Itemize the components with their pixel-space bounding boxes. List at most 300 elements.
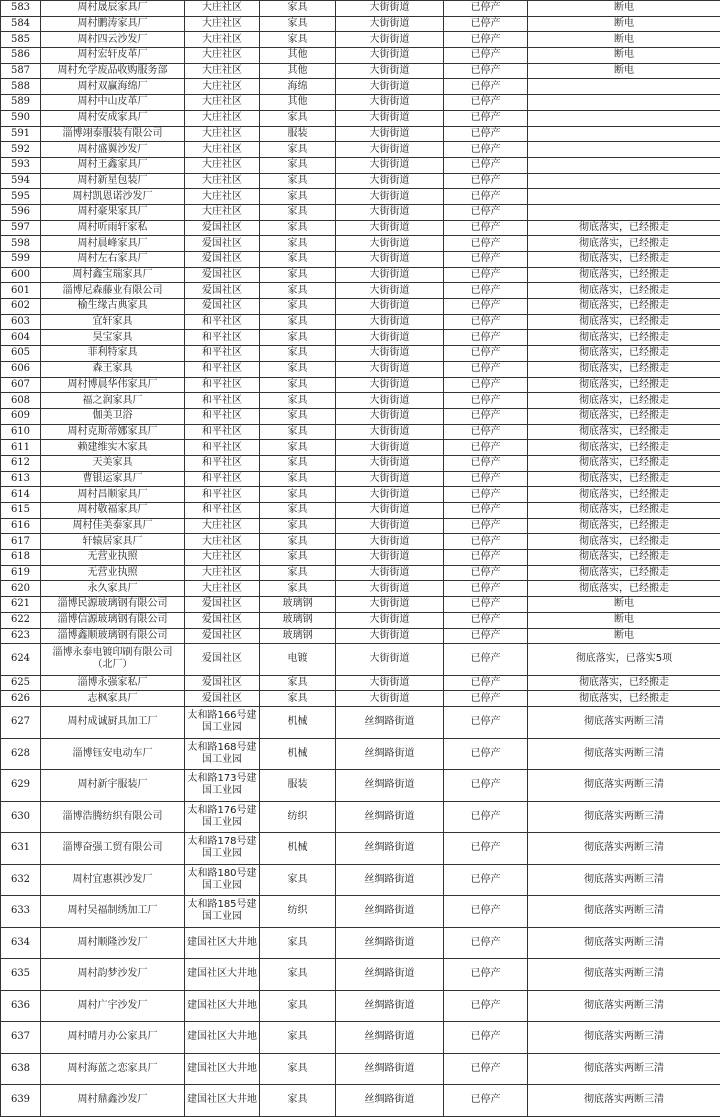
note-cell: 彻底落实，已经搬走 (528, 455, 720, 471)
status-cell: 已停产 (444, 361, 528, 377)
table-row (1, 1022, 720, 1054)
note-cell: 彻底落实两断三清 (528, 1053, 720, 1085)
street-cell: 丝绸路街道 (336, 990, 444, 1022)
row-number-cell: 601 (1, 283, 41, 299)
status-cell: 已停产 (444, 927, 528, 959)
row-number-cell: 584 (1, 16, 41, 32)
industry-cell: 家具 (260, 330, 336, 346)
community-cell: 太和路180号建国工业园 (185, 864, 260, 896)
street-cell: 大街街道 (336, 189, 444, 205)
table-row (1, 95, 720, 111)
community-cell: 大庄社区 (185, 142, 260, 158)
status-cell: 已停产 (444, 408, 528, 424)
industry-cell: 家具 (260, 142, 336, 158)
community-cell: 大庄社区 (185, 189, 260, 205)
table-row (1, 691, 720, 707)
company-name-cell: 周村新宇服装厂 (41, 770, 185, 802)
note-cell: 彻底落实两断三清 (528, 990, 720, 1022)
table-row (1, 142, 720, 158)
company-name-cell: 天美家具 (41, 455, 185, 471)
community-cell: 爱国社区 (185, 597, 260, 613)
note-cell: 彻底落实两断三清 (528, 1085, 720, 1117)
company-name-cell: 榆生缘古典家具 (41, 299, 185, 315)
table-row (1, 377, 720, 393)
company-name-cell: 周村盛翼沙发厂 (41, 142, 185, 158)
company-name-cell: 淄博鑫顺玻璃钢有限公司 (41, 628, 185, 644)
company-name-cell: 淄博翊泰服装有限公司 (41, 126, 185, 142)
community-cell: 大庄社区 (185, 79, 260, 95)
company-name-cell: 周村双赢海绵厂 (41, 79, 185, 95)
industry-cell: 纺织 (260, 896, 336, 928)
table-row (1, 236, 720, 252)
industry-cell: 家具 (260, 267, 336, 283)
street-cell: 大街街道 (336, 361, 444, 377)
company-name-cell: 周村晨峰家具厂 (41, 236, 185, 252)
row-number-cell: 615 (1, 503, 41, 519)
street-cell: 大街街道 (336, 503, 444, 519)
table-row (1, 393, 720, 409)
street-cell: 丝绸路街道 (336, 801, 444, 833)
community-cell: 大庄社区 (185, 126, 260, 142)
industry-cell: 家具 (260, 408, 336, 424)
status-cell: 已停产 (444, 959, 528, 991)
company-name-cell: 周村王鑫家具厂 (41, 157, 185, 173)
note-cell (528, 157, 720, 173)
note-cell: 断电 (528, 63, 720, 79)
note-cell: 彻底落实，已经搬走 (528, 361, 720, 377)
company-name-cell: 无营业执照 (41, 550, 185, 566)
street-cell: 大街街道 (336, 487, 444, 503)
note-cell: 彻底落实，已落实5项 (528, 644, 720, 676)
industry-cell: 家具 (260, 252, 336, 268)
company-name-cell: 周村吴福制绣加工厂 (41, 896, 185, 928)
company-name-cell: 永久家具厂 (41, 581, 185, 597)
community-cell: 太和路178号建国工业园 (185, 833, 260, 865)
row-number-cell: 631 (1, 833, 41, 865)
company-name-cell: 周村广宇沙发厂 (41, 990, 185, 1022)
note-cell: 彻底落实，已经搬走 (528, 408, 720, 424)
row-number-cell: 593 (1, 157, 41, 173)
community-cell: 和平社区 (185, 361, 260, 377)
community-cell: 和平社区 (185, 314, 260, 330)
status-cell: 已停产 (444, 597, 528, 613)
community-cell: 和平社区 (185, 471, 260, 487)
community-cell: 大庄社区 (185, 157, 260, 173)
industry-cell: 家具 (260, 864, 336, 896)
table-row (1, 770, 720, 802)
row-number-cell: 609 (1, 408, 41, 424)
company-name-cell: 菲利特家具 (41, 346, 185, 362)
note-cell: 彻底落实，已经搬走 (528, 675, 720, 691)
company-name-cell: 淄博信源玻璃钢有限公司 (41, 612, 185, 628)
community-cell: 大庄社区 (185, 1, 260, 17)
community-cell: 大庄社区 (185, 95, 260, 111)
table-row (1, 896, 720, 928)
table-row (1, 534, 720, 550)
community-cell: 爱国社区 (185, 628, 260, 644)
industry-cell: 家具 (260, 927, 336, 959)
industry-cell: 海绵 (260, 79, 336, 95)
row-number-cell: 633 (1, 896, 41, 928)
community-cell: 爱国社区 (185, 283, 260, 299)
status-cell: 已停产 (444, 707, 528, 739)
row-number-cell: 630 (1, 801, 41, 833)
table-row (1, 267, 720, 283)
community-cell: 爱国社区 (185, 236, 260, 252)
row-number-cell: 597 (1, 220, 41, 236)
status-cell: 已停产 (444, 314, 528, 330)
row-number-cell: 636 (1, 990, 41, 1022)
community-cell: 和平社区 (185, 346, 260, 362)
table-row (1, 738, 720, 770)
community-cell: 爱国社区 (185, 675, 260, 691)
row-number-cell: 613 (1, 471, 41, 487)
street-cell: 大街街道 (336, 330, 444, 346)
status-cell: 已停产 (444, 346, 528, 362)
status-cell: 已停产 (444, 63, 528, 79)
street-cell: 丝绸路街道 (336, 959, 444, 991)
industry-cell: 家具 (260, 236, 336, 252)
street-cell: 大街街道 (336, 691, 444, 707)
row-number-cell: 621 (1, 597, 41, 613)
table-row (1, 330, 720, 346)
status-cell: 已停产 (444, 990, 528, 1022)
row-number-cell: 590 (1, 110, 41, 126)
street-cell: 大街街道 (336, 32, 444, 48)
company-name-cell: 淄博奋强工贸有限公司 (41, 833, 185, 865)
note-cell (528, 110, 720, 126)
street-cell: 大街街道 (336, 518, 444, 534)
status-cell: 已停产 (444, 471, 528, 487)
row-number-cell: 592 (1, 142, 41, 158)
table-row (1, 408, 720, 424)
industry-cell: 家具 (260, 550, 336, 566)
table-row (1, 518, 720, 534)
company-name-cell: 周村敬福家具厂 (41, 503, 185, 519)
industry-cell: 电镀 (260, 644, 336, 676)
community-cell: 大庄社区 (185, 110, 260, 126)
table-row (1, 565, 720, 581)
community-cell: 大庄社区 (185, 204, 260, 220)
industry-cell: 家具 (260, 990, 336, 1022)
note-cell (528, 95, 720, 111)
table-row (1, 79, 720, 95)
table-row (1, 628, 720, 644)
note-cell: 彻底落实，已经搬走 (528, 220, 720, 236)
table-row (1, 63, 720, 79)
street-cell: 丝绸路街道 (336, 707, 444, 739)
table-row (1, 440, 720, 456)
company-name-cell: 伽美卫浴 (41, 408, 185, 424)
row-number-cell: 638 (1, 1053, 41, 1085)
note-cell: 彻底落实，已经搬走 (528, 393, 720, 409)
row-number-cell: 614 (1, 487, 41, 503)
note-cell: 彻底落实，已经搬走 (528, 518, 720, 534)
street-cell: 大街街道 (336, 48, 444, 64)
industry-cell: 家具 (260, 110, 336, 126)
street-cell: 大街街道 (336, 393, 444, 409)
street-cell: 丝绸路街道 (336, 833, 444, 865)
community-cell: 大庄社区 (185, 534, 260, 550)
table-row (1, 471, 720, 487)
table-row (1, 864, 720, 896)
street-cell: 大街街道 (336, 424, 444, 440)
table-row (1, 707, 720, 739)
street-cell: 大街街道 (336, 628, 444, 644)
community-cell: 太和路168号建国工业园 (185, 738, 260, 770)
table-row (1, 189, 720, 205)
status-cell: 已停产 (444, 833, 528, 865)
note-cell: 彻底落实，已经搬走 (528, 330, 720, 346)
industry-cell: 玻璃钢 (260, 628, 336, 644)
table-row (1, 126, 720, 142)
company-name-cell: 淄博永强家私厂 (41, 675, 185, 691)
row-number-cell: 611 (1, 440, 41, 456)
community-cell: 大庄社区 (185, 16, 260, 32)
row-number-cell: 620 (1, 581, 41, 597)
industry-cell: 服装 (260, 770, 336, 802)
status-cell: 已停产 (444, 644, 528, 676)
row-number-cell: 632 (1, 864, 41, 896)
note-cell: 彻底落实，已经搬走 (528, 503, 720, 519)
status-cell: 已停产 (444, 534, 528, 550)
table-row (1, 487, 720, 503)
status-cell: 已停产 (444, 1022, 528, 1054)
row-number-cell: 619 (1, 565, 41, 581)
street-cell: 大街街道 (336, 581, 444, 597)
company-name-cell: 周村鹏涛家具厂 (41, 16, 185, 32)
note-cell (528, 142, 720, 158)
industry-cell: 机械 (260, 738, 336, 770)
community-cell: 爱国社区 (185, 612, 260, 628)
industry-cell: 家具 (260, 503, 336, 519)
note-cell (528, 79, 720, 95)
company-name-cell: 周村昌顺家具厂 (41, 487, 185, 503)
street-cell: 丝绸路街道 (336, 864, 444, 896)
company-name-cell: 周村宏轩皮革厂 (41, 48, 185, 64)
community-cell: 和平社区 (185, 330, 260, 346)
status-cell: 已停产 (444, 455, 528, 471)
company-name-cell: 周村凯恩诺沙发厂 (41, 189, 185, 205)
status-cell: 已停产 (444, 424, 528, 440)
community-cell: 和平社区 (185, 393, 260, 409)
note-cell: 彻底落实两断三清 (528, 1022, 720, 1054)
status-cell: 已停产 (444, 173, 528, 189)
community-cell: 和平社区 (185, 408, 260, 424)
row-number-cell: 639 (1, 1085, 41, 1117)
row-number-cell: 635 (1, 959, 41, 991)
community-cell: 和平社区 (185, 455, 260, 471)
note-cell: 彻底落实，已经搬走 (528, 487, 720, 503)
row-number-cell: 627 (1, 707, 41, 739)
table-row (1, 299, 720, 315)
status-cell: 已停产 (444, 79, 528, 95)
community-cell: 太和路173号建国工业园 (185, 770, 260, 802)
row-number-cell: 599 (1, 252, 41, 268)
status-cell: 已停产 (444, 157, 528, 173)
street-cell: 大街街道 (336, 455, 444, 471)
row-number-cell: 605 (1, 346, 41, 362)
community-cell: 建国社区大井地 (185, 959, 260, 991)
status-cell: 已停产 (444, 440, 528, 456)
row-number-cell: 608 (1, 393, 41, 409)
street-cell: 大街街道 (336, 565, 444, 581)
note-cell: 彻底落实，已经搬走 (528, 471, 720, 487)
note-cell: 彻底落实两断三清 (528, 770, 720, 802)
table-row (1, 990, 720, 1022)
street-cell: 大街街道 (336, 63, 444, 79)
note-cell (528, 204, 720, 220)
table-row (1, 675, 720, 691)
street-cell: 丝绸路街道 (336, 1085, 444, 1117)
company-name-cell: 周村豪果家具厂 (41, 204, 185, 220)
company-name-cell: 周村安成家具厂 (41, 110, 185, 126)
status-cell: 已停产 (444, 393, 528, 409)
note-cell: 彻底落实，已经搬走 (528, 346, 720, 362)
community-cell: 建国社区大井地 (185, 1022, 260, 1054)
status-cell: 已停产 (444, 896, 528, 928)
table-row (1, 581, 720, 597)
row-number-cell: 587 (1, 63, 41, 79)
status-cell: 已停产 (444, 628, 528, 644)
note-cell: 彻底落实两断三清 (528, 896, 720, 928)
table-row (1, 597, 720, 613)
community-cell: 爱国社区 (185, 691, 260, 707)
table-row (1, 1053, 720, 1085)
industry-cell: 家具 (260, 565, 336, 581)
street-cell: 大街街道 (336, 204, 444, 220)
company-name-cell: 周村新星包装厂 (41, 173, 185, 189)
street-cell: 大街街道 (336, 252, 444, 268)
status-cell: 已停产 (444, 770, 528, 802)
status-cell: 已停产 (444, 48, 528, 64)
row-number-cell: 591 (1, 126, 41, 142)
table-row (1, 612, 720, 628)
industry-cell: 家具 (260, 691, 336, 707)
industry-cell: 机械 (260, 833, 336, 865)
table-row (1, 157, 720, 173)
industry-cell: 家具 (260, 299, 336, 315)
industry-cell: 家具 (260, 204, 336, 220)
street-cell: 大街街道 (336, 377, 444, 393)
community-cell: 建国社区大井地 (185, 1053, 260, 1085)
street-cell: 大街街道 (336, 471, 444, 487)
street-cell: 丝绸路街道 (336, 927, 444, 959)
table-row (1, 204, 720, 220)
table-row (1, 927, 720, 959)
street-cell: 大街街道 (336, 267, 444, 283)
status-cell: 已停产 (444, 204, 528, 220)
status-cell: 已停产 (444, 801, 528, 833)
row-number-cell: 637 (1, 1022, 41, 1054)
company-name-cell: 周村听雨轩家私 (41, 220, 185, 236)
row-number-cell: 628 (1, 738, 41, 770)
street-cell: 大街街道 (336, 95, 444, 111)
note-cell: 彻底落实两断三清 (528, 959, 720, 991)
street-cell: 大街街道 (336, 1, 444, 17)
status-cell: 已停产 (444, 142, 528, 158)
industry-cell: 家具 (260, 361, 336, 377)
community-cell: 大庄社区 (185, 518, 260, 534)
table-row (1, 220, 720, 236)
table-row (1, 503, 720, 519)
status-cell: 已停产 (444, 487, 528, 503)
company-name-cell: 淄博钰安电动车厂 (41, 738, 185, 770)
note-cell: 彻底落实两断三清 (528, 927, 720, 959)
industry-cell: 家具 (260, 283, 336, 299)
row-number-cell: 625 (1, 675, 41, 691)
company-name-cell: 周村鑫宝瑞家具厂 (41, 267, 185, 283)
note-cell: 彻底落实，已经搬走 (528, 377, 720, 393)
industry-cell: 家具 (260, 1085, 336, 1117)
row-number-cell: 604 (1, 330, 41, 346)
status-cell: 已停产 (444, 220, 528, 236)
community-cell: 大庄社区 (185, 32, 260, 48)
row-number-cell: 622 (1, 612, 41, 628)
note-cell: 断电 (528, 612, 720, 628)
company-name-cell: 周村左右家具厂 (41, 252, 185, 268)
table-row (1, 110, 720, 126)
community-cell: 大庄社区 (185, 48, 260, 64)
note-cell: 断电 (528, 1, 720, 17)
industry-cell: 其他 (260, 95, 336, 111)
note-cell: 彻底落实两断三清 (528, 738, 720, 770)
table-row (1, 1085, 720, 1117)
note-cell: 彻底落实，已经搬走 (528, 534, 720, 550)
company-name-cell: 淄博尼森藤业有限公司 (41, 283, 185, 299)
community-cell: 和平社区 (185, 377, 260, 393)
company-name-cell: 周村成诚厨具加工厂 (41, 707, 185, 739)
community-cell: 爱国社区 (185, 220, 260, 236)
industry-cell: 纺织 (260, 801, 336, 833)
community-cell: 建国社区大井地 (185, 927, 260, 959)
company-name-cell: 周村顺隆沙发厂 (41, 927, 185, 959)
street-cell: 大街街道 (336, 142, 444, 158)
community-cell: 大庄社区 (185, 173, 260, 189)
status-cell: 已停产 (444, 565, 528, 581)
industry-cell: 家具 (260, 189, 336, 205)
status-cell: 已停产 (444, 738, 528, 770)
industry-cell: 其他 (260, 48, 336, 64)
street-cell: 大街街道 (336, 220, 444, 236)
row-number-cell: 589 (1, 95, 41, 111)
status-cell: 已停产 (444, 691, 528, 707)
row-number-cell: 617 (1, 534, 41, 550)
company-name-cell: 淄博浩腾纺织有限公司 (41, 801, 185, 833)
industry-cell: 家具 (260, 393, 336, 409)
status-cell: 已停产 (444, 377, 528, 393)
note-cell: 彻底落实，已经搬走 (528, 581, 720, 597)
industry-cell: 家具 (260, 220, 336, 236)
community-cell: 建国社区大井地 (185, 1085, 260, 1117)
company-name-cell: 周村四云沙发厂 (41, 32, 185, 48)
community-cell: 大庄社区 (185, 63, 260, 79)
industry-cell: 家具 (260, 440, 336, 456)
table-row (1, 314, 720, 330)
industry-cell: 家具 (260, 32, 336, 48)
street-cell: 大街街道 (336, 236, 444, 252)
note-cell: 断电 (528, 32, 720, 48)
row-number-cell: 583 (1, 1, 41, 17)
note-cell: 彻底落实两断三清 (528, 801, 720, 833)
company-name-cell: 森王家具 (41, 361, 185, 377)
industry-cell: 家具 (260, 1022, 336, 1054)
industry-cell: 家具 (260, 377, 336, 393)
row-number-cell: 607 (1, 377, 41, 393)
status-cell: 已停产 (444, 550, 528, 566)
industry-cell: 家具 (260, 173, 336, 189)
community-cell: 太和路166号建国工业园 (185, 707, 260, 739)
